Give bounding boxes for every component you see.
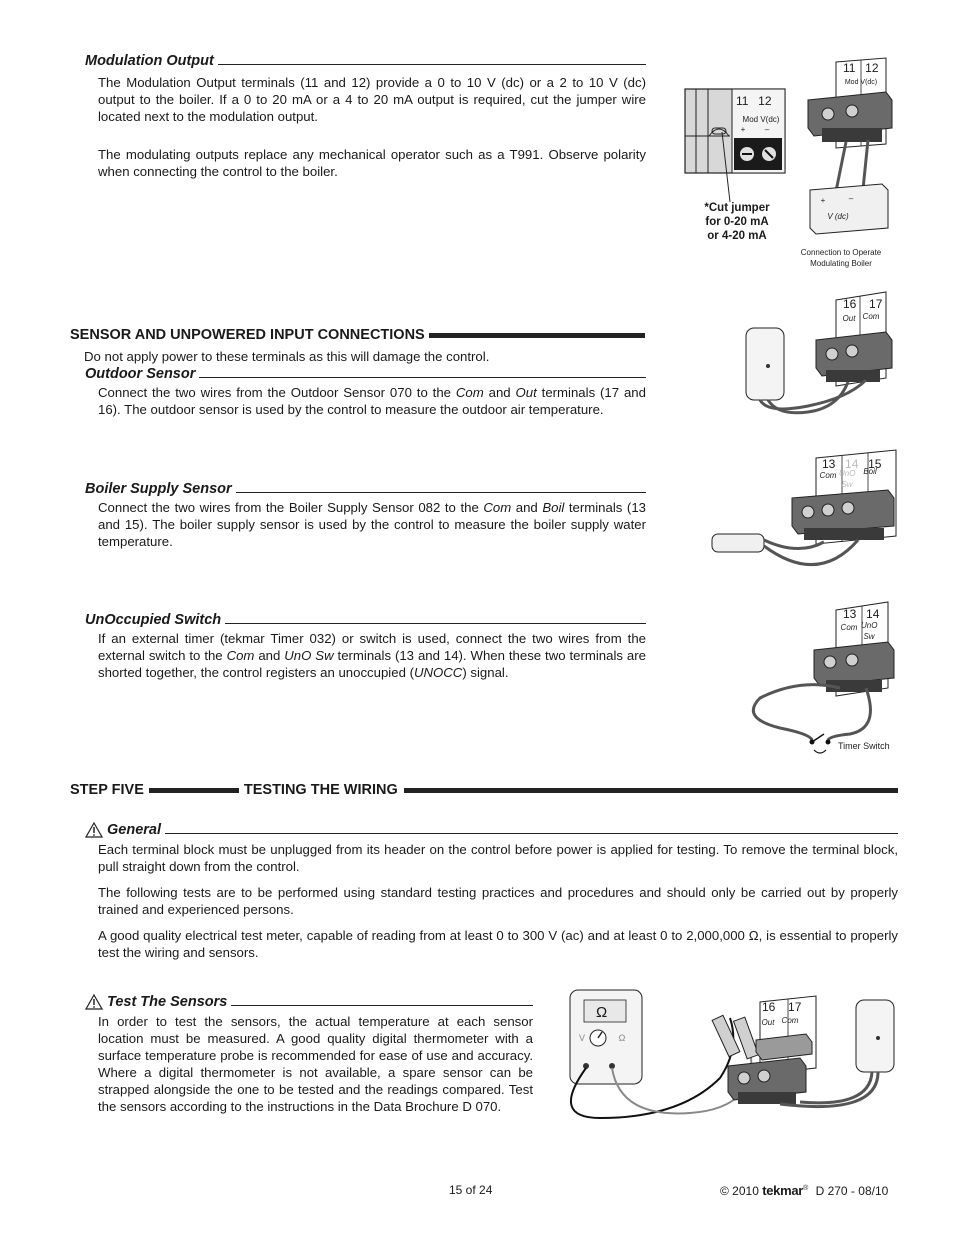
test-terminal-17: 17 — [788, 1000, 802, 1014]
sensor-section-title: SENSOR AND UNPOWERED INPUT CONNECTIONS — [70, 327, 425, 343]
unoccupied-switch-heading — [85, 612, 646, 628]
mod-terminal-11: 11 — [843, 61, 856, 75]
sensor-power-warning: Do not apply power to these terminals as this will damage the control. — [84, 349, 490, 364]
boiler-boil-label: Boil — [863, 467, 877, 476]
general-heading — [85, 822, 898, 838]
outdoor-terminal-17: 17 — [869, 297, 883, 311]
warning-icon — [85, 822, 103, 838]
text-run: and — [254, 648, 285, 663]
outdoor-sensor-paragraph — [98, 384, 646, 418]
heading-rule — [225, 623, 646, 624]
outdoor-terminal-16: 16 — [843, 297, 857, 311]
boiler-plus: + — [820, 196, 826, 205]
step-five-heading — [70, 782, 898, 798]
heading-bar — [429, 333, 645, 338]
callout-line-2: for 0-20 mA — [705, 216, 769, 228]
testing-wiring-label: TESTING THE WIRING — [243, 782, 398, 798]
text-run: Connect the two wires from the Boiler Supply Sensor 082 to the — [98, 500, 484, 515]
callout-line-3: or 4-20 mA — [707, 230, 767, 242]
italic-term: Boil — [542, 500, 565, 515]
unocc-uno-line-1: UnO — [861, 621, 878, 630]
outdoor-out-label: Out — [842, 314, 856, 323]
meter-omega-display: Ω — [596, 1004, 608, 1021]
board-terminal-numbers — [736, 93, 772, 110]
general-title: General — [107, 822, 161, 838]
unoccupied-switch-title: UnOccupied Switch — [85, 612, 222, 628]
board-plus: + — [740, 125, 746, 134]
unocc-terminal-14: 14 — [866, 607, 880, 621]
registered-mark: ® — [803, 1185, 809, 1192]
boiler-sensor-heading — [85, 481, 646, 497]
unoccupied-switch-paragraph — [98, 630, 646, 681]
italic-term: Com — [483, 500, 512, 515]
outdoor-sensor-title: Outdoor Sensor — [85, 366, 196, 382]
tekmar-logo: tekmar — [762, 1183, 804, 1198]
warning-icon — [85, 994, 103, 1010]
boiler-terminal-14: 14 — [845, 457, 859, 471]
text-run: If an external timer (tekmar Timer 032) or switch is used, connect the two wires from the external switch to the — [98, 631, 646, 663]
general-paragraph-3: A good quality electrical test meter, capable of reading from at least 0 to 300 V (ac) and at least 0 to 2,000,000 Ω, is essential to properly test the wiring and sensors. — [98, 928, 898, 960]
timer-switch-caption: Timer Switch — [838, 741, 890, 751]
italic-term: UnO Sw — [284, 648, 334, 663]
board-mod-label: Mod V(dc) — [742, 115, 780, 124]
text-run: terminals (13 and 15). The boiler supply sensor is used by the control to measure the boiler supply water temperature. — [98, 500, 646, 549]
footer-copyright — [720, 1183, 888, 1198]
boiler-sensor-title: Boiler Supply Sensor — [85, 481, 232, 497]
boiler-uno-line-2: Sw — [841, 480, 853, 489]
step-five-label: STEP FIVE — [70, 782, 144, 798]
unocc-uno-label — [861, 620, 877, 642]
heading-rule — [218, 64, 646, 65]
modulation-paragraph-2: The modulating outputs replace any mechanical operator such as a T991. Observe polarity when connecting the control to the boiler. — [98, 147, 646, 179]
outdoor-com-label: Com — [862, 312, 880, 321]
modulating-boiler-caption — [796, 247, 886, 269]
sensor-section-heading — [70, 327, 645, 343]
heading-rule — [236, 492, 646, 493]
heading-bar — [149, 788, 239, 793]
outdoor-sensor-heading — [85, 366, 646, 382]
callout-line-1: *Cut jumper — [704, 202, 770, 214]
heading-rule — [231, 1005, 533, 1006]
board-terminal-11: 11 — [736, 94, 749, 108]
meter-test-figure — [560, 988, 898, 1128]
text-run: and — [511, 500, 543, 515]
unocc-com-label: Com — [840, 623, 858, 632]
boiler-sensor-paragraph — [98, 499, 646, 550]
board-minus: – — [764, 125, 770, 134]
test-sensors-title: Test The Sensors — [107, 994, 228, 1010]
mod-terminal-label: Mod V(dc) — [844, 79, 878, 86]
text-run: terminals (13 and 14). When these two terminals are shorted together, the control registers an unoccupied ( — [98, 648, 646, 680]
heading-rule — [165, 833, 898, 834]
text-run: and — [483, 385, 516, 400]
italic-term: Com — [226, 648, 255, 663]
jumper-leader-line — [700, 130, 740, 205]
boiler-uno-label — [839, 468, 855, 490]
meter-v-label: V — [578, 1033, 585, 1043]
boiler-com-label: Com — [819, 471, 837, 480]
test-terminal-numbers — [762, 999, 801, 1016]
boiler-minus: – — [848, 194, 854, 203]
boiler-vdc-label: V (dc) — [827, 212, 849, 221]
cut-jumper-callout — [692, 201, 782, 243]
text-run: Connect the two wires from the Outdoor Sensor 070 to the — [98, 385, 456, 400]
unocc-terminal-13: 13 — [843, 607, 857, 621]
boiler-caption-line-2: Modulating Boiler — [810, 259, 872, 268]
boiler-terminal-13: 13 — [822, 457, 836, 471]
modulation-output-title: Modulation Output — [85, 53, 214, 69]
test-terminal-16: 16 — [762, 1000, 776, 1014]
unocc-uno-line-2: Sw — [863, 632, 875, 641]
document-code: D 270 - 08/10 — [815, 1184, 889, 1198]
italic-term: Out — [515, 385, 537, 400]
mod-terminal-numbers — [843, 60, 879, 77]
general-paragraph-1: Each terminal block must be unplugged from its header on the control before power is applied for testing. To remove the terminal block, pull straight down from the control. — [98, 842, 898, 874]
test-out-label: Out — [761, 1018, 775, 1027]
text-run: terminals (17 and 16). The outdoor sensor is used by the control to measure the outdoor air temperature. — [98, 385, 646, 417]
page-number: 15 of 24 — [449, 1183, 493, 1197]
italic-term: UNOCC — [413, 665, 463, 680]
general-paragraph-2: The following tests are to be performed using standard testing practices and procedures and should only be carried out by properly trained and experienced persons. — [98, 885, 898, 917]
test-sensors-paragraph: In order to test the sensors, the actual temperature at each sensor location must be measured. A good quality digital thermometer with a surface temperature probe is recommended for ease of use and accuracy. Where a digital thermometer is not available, a spare sensor can be strapped alongside the one to be tested and the readings compared. Test the sensors according to the instructions in the Data Brochure D 070. — [98, 1014, 533, 1114]
copyright-text: © 2010 — [720, 1184, 759, 1198]
meter-ohm-label: Ω — [618, 1033, 626, 1043]
board-terminal-12: 12 — [758, 94, 772, 108]
italic-term: Com — [455, 385, 484, 400]
heading-bar — [404, 788, 898, 793]
heading-rule — [199, 377, 646, 378]
test-sensors-heading — [85, 994, 533, 1010]
text-run: ) signal. — [462, 665, 509, 680]
test-com-label: Com — [781, 1016, 799, 1025]
mod-terminal-12: 12 — [865, 61, 879, 75]
boiler-uno-line-1: UnO — [839, 469, 856, 478]
modulation-output-heading — [85, 53, 646, 69]
boiler-caption-line-1: Connection to Operate — [800, 248, 882, 257]
boiler-terminal-15: 15 — [868, 457, 882, 471]
modulation-paragraph-1: The Modulation Output terminals (11 and 12) provide a 0 to 10 V (dc) or a 2 to 10 V (dc) output to the boiler. If a 0 to 20 mA or a 4 to 20 mA output is required, cut the jumper wire located next to the modulation output. — [98, 75, 646, 124]
